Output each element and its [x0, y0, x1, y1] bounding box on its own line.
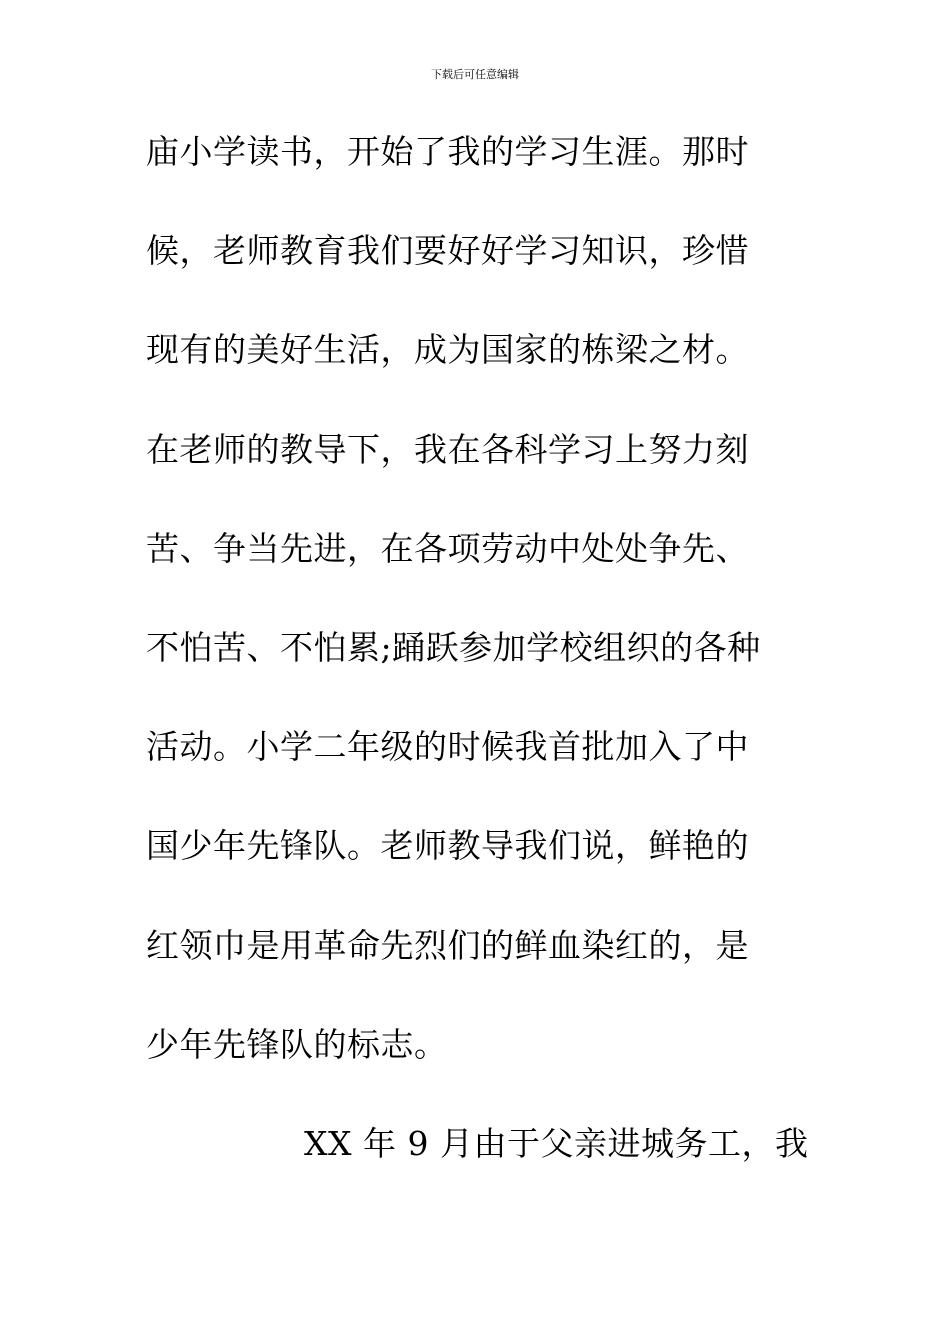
text-line: 在老师的教导下，我在各科学习上努力刻 — [146, 429, 749, 469]
text-line: 现有的美好生活，成为国家的栋梁之材。 — [146, 330, 749, 370]
text-line: 候，老师教育我们要好好学习知识，珍惜 — [146, 231, 749, 271]
text-line: 国少年先锋队。老师教导我们说，鲜艳的 — [146, 826, 749, 866]
text-line: 红领巾是用革命先烈们的鲜血染红的，是 — [146, 925, 749, 965]
paragraph-first-line: XX 年 9 月由于父亲进城务工，我 — [304, 1123, 809, 1163]
text-line: 活动。小学二年级的时候我首批加入了中 — [146, 727, 749, 767]
text-line: 少年先锋队的标志。 — [146, 1024, 448, 1064]
text-line: 苦、争当先进，在各项劳动中处处争先、 — [146, 528, 749, 568]
text-line: 不怕苦、不怕累;踊跃参加学校组织的各种 — [146, 627, 761, 667]
text-line: 庙小学读书，开始了我的学习生涯。那时 — [146, 132, 749, 171]
page-header: 下载后可任意编辑 — [431, 68, 519, 81]
document-body — [146, 126, 826, 1217]
